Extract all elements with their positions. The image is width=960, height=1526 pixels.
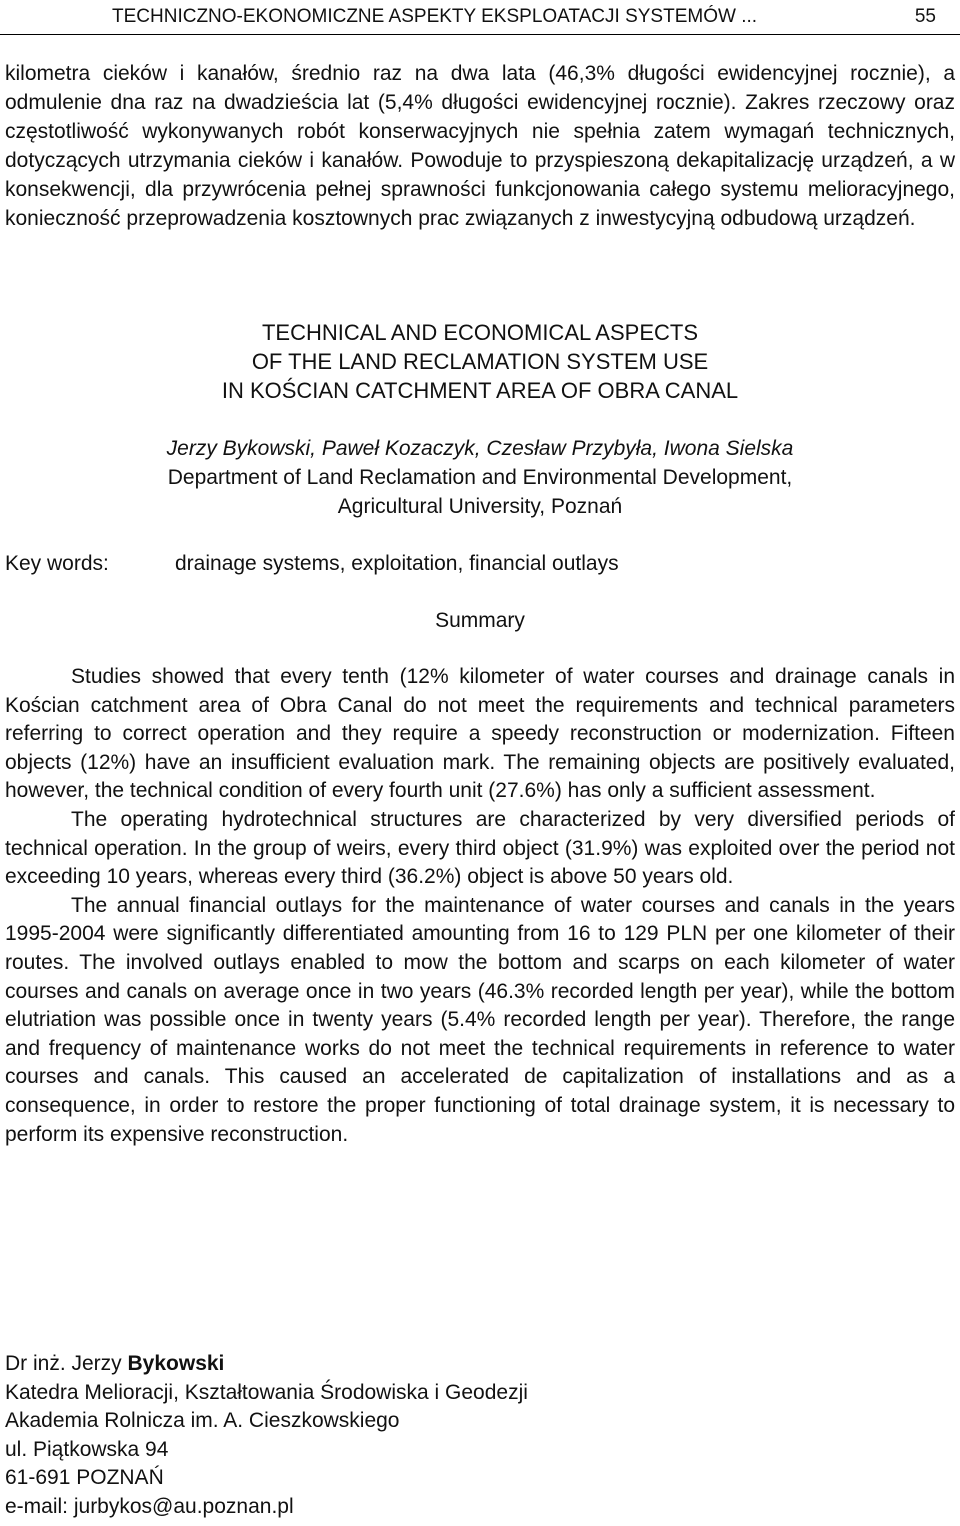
summary-paragraph-3: The annual financial outlays for the maintenance of water courses and canals in the years 1995-2004 were significantly differentiated amounting from 16 to 129 PLN per one kilometer of their routes. The involved outlays enabled to mow the bottom and scarps on each kilometer of water courses and canals on average once in two years (46.3% recorded length per year), while the bottom elutriation was possible once in twenty years (5.4% recorded length per year). Therefore, the range and frequency of maintenance works do not meet the technical requirements in reference to water courses and canals. This caused an accelerated de capitalization of installations and as a consequence, in order to restore the proper functioning of total drainage system, it is necessary to perform its expensive reconstruction. (5, 893, 955, 1146)
affiliation-department: Department of Land Reclamation and Environmental Development, (167, 466, 793, 489)
summary-body (5, 663, 955, 1149)
contact-department: Katedra Melioracji, Kształtowania Środowiska i Geodezji (5, 1380, 528, 1404)
title-line-3: IN KOŚCIAN CATCHMENT AREA OF OBRA CANAL (221, 378, 739, 403)
summary-heading: Summary (435, 609, 525, 632)
contact-institution: Akademia Rolnicza im. A. Cieszkowskiego (5, 1409, 400, 1432)
contact-name-prefix: Dr inż. Jerzy (5, 1352, 128, 1375)
title-line-2: OF THE LAND RECLAMATION SYSTEM USE (251, 349, 709, 374)
contact-surname: Bykowski (127, 1352, 225, 1375)
contact-city: 61-691 POZNAŃ (5, 1466, 164, 1489)
running-title: TECHNICZNO-EKONOMICZNE ASPEKTY EKSPLOATACJI SYSTEMÓW ... (112, 6, 758, 27)
page-header (0, 4, 960, 35)
polish-paragraph: kilometra cieków i kanałów, średnio raz na dwa lata (46,3% długości ewidencyjnej rocznie), a odmulenie dna raz na dwadzieścia lat (5,4% długości ewidencyjnej rocznie). Zakres rzeczowy oraz częstotliwość wykonywanych robót konserwacyjnych nie spełnia zatem wymagań technicznych, dotyczących utrzymania cieków i kanałów. Powoduje to przyspieszoną dekapitalizację urządzeń, a w konsekwencji, dla przywrócenia pełnej sprawności funkcjonowania całego systemu melioracyjnego, konieczność przeprowadzenia kosztownych prac związanych z inwestycyjną odbudową urządzeń. (5, 62, 955, 230)
keywords (5, 549, 955, 578)
contact-block (5, 1350, 955, 1521)
authors-block (0, 434, 960, 521)
contact-street: ul. Piątkowska 94 (5, 1437, 169, 1461)
keywords-label: Key words: (5, 552, 109, 575)
page-number: 55 (914, 6, 936, 27)
contact-email: e-mail: jurbykos@au.poznan.pl (5, 1494, 294, 1518)
english-title (0, 318, 960, 405)
contact-name (5, 1350, 955, 1379)
summary-paragraph-2: The operating hydrotechnical structures are characterized by very diversified periods of technical operation. In the group of weirs, every third object (31.9%) was exploited over the period not exceeding 10 years, whereas every third (36.2%) object is above 50 years old. (5, 807, 955, 889)
summary-paragraph-1: Studies showed that every tenth (12% kilometer of water courses and drainage canals in Kościan catchment area of Obra Canal do not meet the requirements and technical parameters referring to correct operation and they require a speedy reconstruction or modernization. Fifteen objects (12%) have an insufficient evaluation mark. The remaining objects are positively evaluated, however, the technical condition of every fourth unit (27.6%) has only a sufficient assessment. (5, 665, 955, 803)
title-line-1: TECHNICAL AND ECONOMICAL ASPECTS (261, 320, 698, 345)
authors: Jerzy Bykowski, Paweł Kozaczyk, Czesław Przybyła, Iwona Sielska (166, 437, 794, 460)
keywords-value: drainage systems, exploitation, financial outlays (175, 552, 619, 575)
affiliation-university: Agricultural University, Poznań (337, 495, 623, 518)
